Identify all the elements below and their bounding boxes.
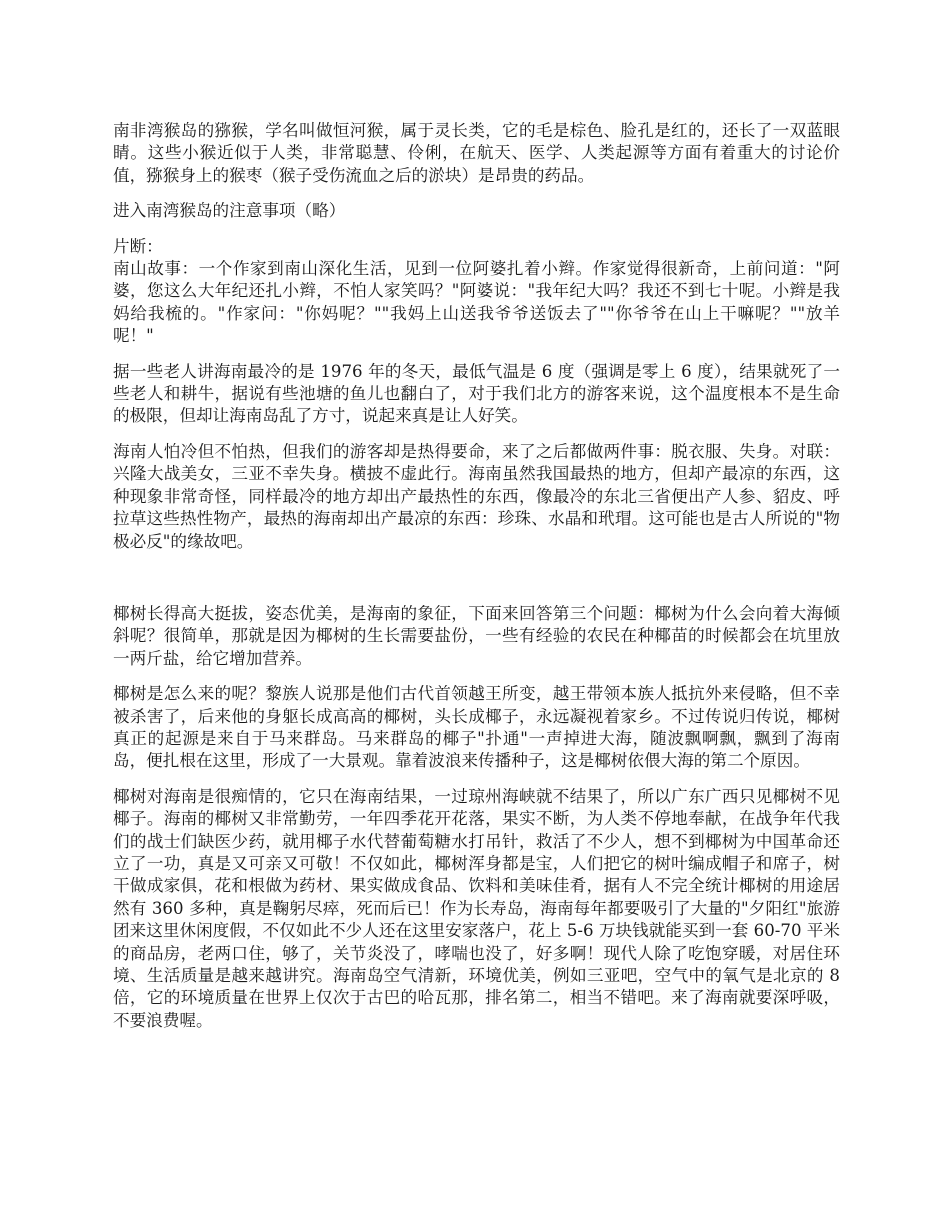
paragraph-macaque-intro: 南非湾猴岛的猕猴，学名叫做恒河猴，属于灵长类，它的毛是棕色、脸孔是红的，还长了一双蓝眼睛。这些小猴近似于人类，非常聪慧、伶俐，在航天、医学、人类起源等方面有着重大的讨论价值，猕猴身上的猴枣（猴子受伤流血之后的淤块）是昂贵的药品。 xyxy=(113,121,840,185)
paragraph-coconut-devotion: 椰树对海南是很痴情的，它只在海南结果，一过琼州海峡就不结果了，所以广东广西只见椰树不见椰子。海南的椰树又非常勤劳，一年四季花开花落，果实不断，为人类不停地奉献，在战争年代我们的战士们缺医少药，就用椰子水代替葡萄糖水打吊针，救活了不少人，想不到椰树为中国革命还立了一功，真是又可亲又可敬！不仅如此，椰树浑身都是宝，人们把它的树叶编成帽子和席子，树干做成家俱，花和根做为药材、果实做成食品、饮料和美味佳肴，据有人不完全统计椰树的用途居然有 360 多种，真是鞠躬尽瘁，死而后已！作为长寿岛，海南每年都要吸引了大量的"夕阳红"旅游团来这里休闲度假，不仅如此不少人还在这里安家落户，花上 5-6 万块钱就能买到一套 60-70 平米的商品房，老两口住，够了，关节炎没了，哮喘也没了，好多啊！现代人除了吃饱穿暖，对居住环境、生活质量是越来越讲究。海南岛空气清新，环境优美，例如三亚吧，空气中的氧气是北京的 8 倍，它的环境质量在世界上仅次于古巴的哈瓦那，排名第二，相当不错吧。来了海南就要深呼吸，不要浪费喔。 xyxy=(113,786,840,1030)
document-page xyxy=(113,120,840,1045)
paragraph-nanshan-story: 南山故事：一个作家到南山深化生活，见到一位阿婆扎着小辫。作家觉得很新奇，上前问道："阿婆，您这么大年纪还扎小辫，不怕人家笑吗？"阿婆说："我年纪大吗？我还不到七十呢。小辫是我妈给我梳的。"作家问："你妈呢？""我妈上山送我爷爷送饭去了""你爷爷在山上干嘛呢？""放羊呢！" xyxy=(113,259,840,346)
paragraph-monkey-island-notes: 进入南湾猴岛的注意事项（略） xyxy=(113,201,346,221)
paragraph-coconut-lean: 椰树长得高大挺拔，姿态优美，是海南的象征，下面来回答第三个问题：椰树为什么会向着大海倾斜呢？很简单，那就是因为椰树的生长需要盐份，一些有经验的农民在种椰苗的时候都会在坑里放一两斤盐，给它增加营养。 xyxy=(113,603,840,668)
paragraph-fragment-heading: 片断： xyxy=(113,236,163,256)
paragraph-heat-and-cold: 海南人怕冷但不怕热，但我们的游客却是热得要命，来了之后都做两件事：脱衣服、失身。对联：兴隆大战美女，三亚不幸失身。横披不虚此行。海南虽然我国最热的地方，但却产最凉的东西，这种现象非常奇怪，同样最冷的地方却出产最热性的东西，像最冷的东北三省便出产人参、貂皮、呼拉草这些热性物产，最热的海南却出产最凉的东西：珍珠、水晶和玳瑁。这可能也是古人所说的"物极必反"的缘故吧。 xyxy=(113,441,840,551)
paragraph-coldest-winter: 据一些老人讲海南最冷的是 1976 年的冬天，最低气温是 6 度（强调是零上 6 度），结果就死了一些老人和耕牛，据说有些池塘的鱼儿也翻白了，对于我们北方的游客来说，这个温度根本不是生命的极限，但却让海南岛乱了方寸，说起来真是让人好笑。 xyxy=(113,361,840,426)
paragraph-coconut-origin: 椰树是怎么来的呢？黎族人说那是他们古代首领越王所变，越王带领本族人抵抗外来侵略，但不幸被杀害了，后来他的身躯长成高高的椰树，头长成椰子，永远凝视着家乡。不过传说归传说，椰树真正的起源是来自于马来群岛。马来群岛的椰子"扑通"一声掉进大海，随波飘啊飘，飘到了海南岛，便扎根在这里，形成了一大景观。靠着波浪来传播种子，这是椰树依偎大海的第二个原因。 xyxy=(113,684,840,771)
section-spacer xyxy=(113,566,840,603)
